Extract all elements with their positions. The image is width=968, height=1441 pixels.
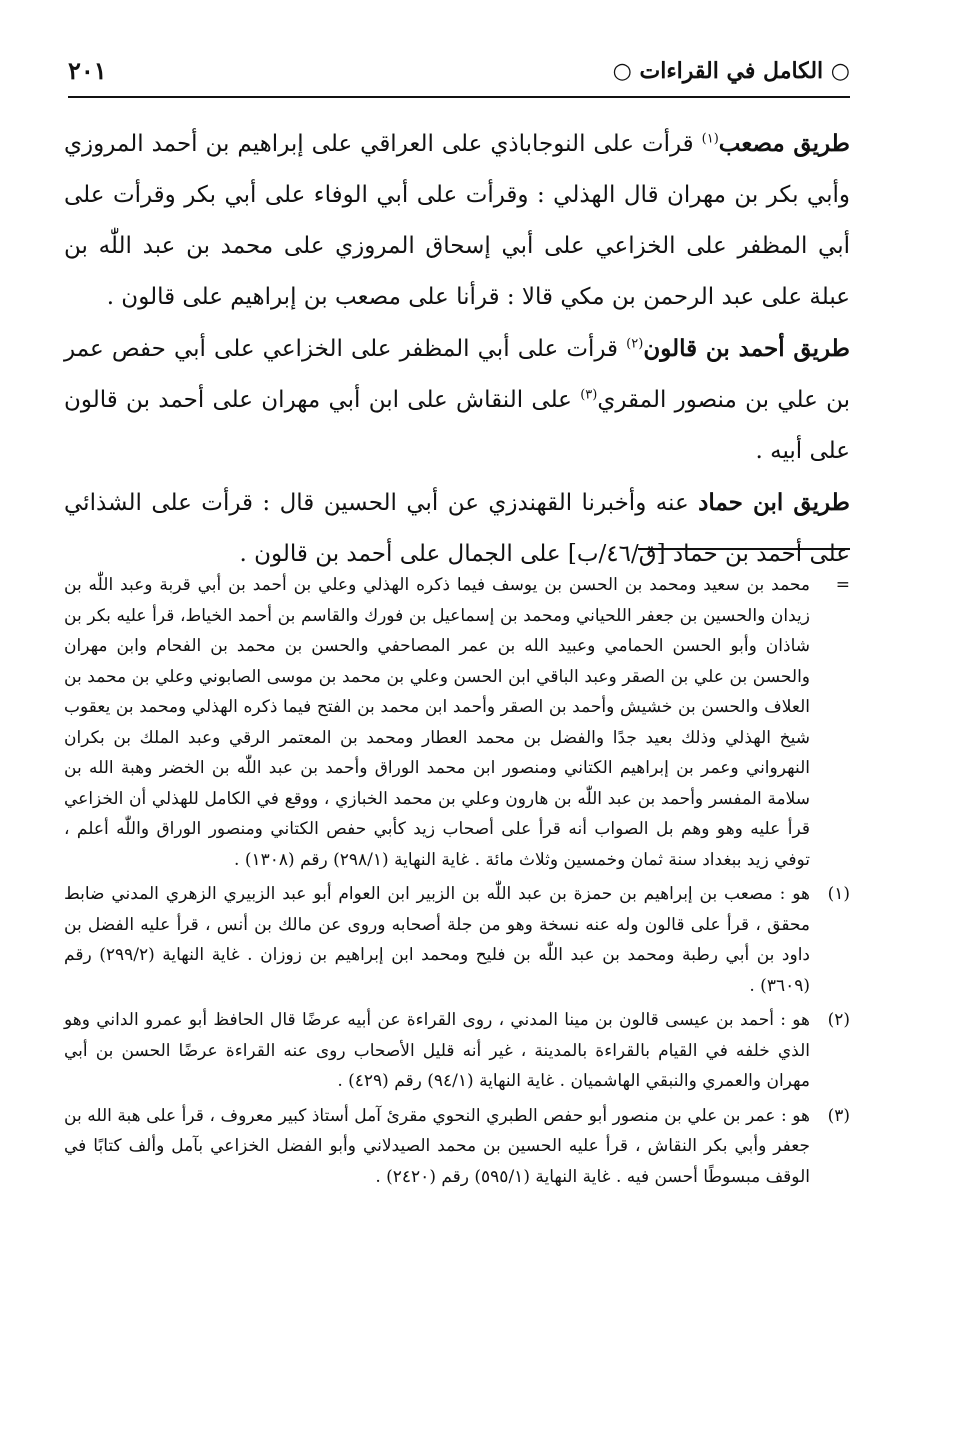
footnote-text: هو : مصعب بن إبراهيم بن حمزة بن عبد اللّٰه بن الزبير ابن العوام أبو عبد الزبيري الزهري المدني ضابط محقق ، قرأ على قالون وله عنه نسخة وهو من جلة أصحابه وروى عن مالك بن أنس ، قرأ عليه الفضل بن داود بن أبي رطبة ومحمد بن عبد اللّٰه بن فليح ومحمد ابن إبراهيم بن زوزان . غاية النهاية (٢٩٩/٢) رقم (٣٦٠٩) . [64, 884, 810, 996]
footnotes [64, 570, 850, 1196]
footnote-2 [64, 1005, 850, 1097]
route-heading: طريق مصعب [718, 130, 850, 157]
paragraph-text: قرأت على أبي المظفر على الخزاعي على أبي حفص عمر بن علي بن منصور المقري [64, 336, 850, 413]
footnote-mark: = [835, 575, 850, 595]
footnote-1 [64, 879, 850, 1001]
footnote-mark: (١) [827, 884, 850, 904]
footnote-3 [64, 1101, 850, 1193]
running-title: ○ الكامل في القراءات ○ [612, 58, 850, 84]
paragraph-musab-route [64, 118, 850, 323]
footnote-text: هو : أحمد بن عيسى قالون بن مينا المدني ، روى القراءة عن أبيه عرضًا قال الحافظ أبو عمرو الداني وهو الذي خلفه في القيام بالقراءة بالمدينة ، غير أنه قليل الأصحاب روى عنه القراءة عرضًا الحسن بن أبي مهران والعمري والنبقي الهاشميان . غاية النهاية (٩٤/١) رقم (٤٢٩) . [64, 1010, 810, 1091]
page-header [68, 52, 850, 98]
footnote-ref: (٢) [626, 336, 644, 352]
footnote-mark: (٢) [827, 1010, 850, 1030]
paragraph-text: عنه وأخبرنا القهندزي عن أبي الحسين قال : قرأت على الشذائي على أحمد بن حماد [ق/٤٦/ب] على الجمال على أحمد بن قالون . [64, 490, 850, 567]
paragraph-text: قرأت على النوجاباذي على العراقي على إبراهيم بن أحمد المروزي وأبي بكر بن مهران قال الهذلي : وقرأت على أبي الوفاء على أبي بكر وقرأت على أبي المظفر على الخزاعي على أبي إسحاق المروزي على محمد بن عبد اللّٰه بن عبلة على عبد الرحمن بن مكي قالا : قرأنا على مصعب بن إبراهيم على قالون . [64, 131, 850, 310]
route-heading: طريق ابن حماد [698, 489, 850, 516]
footnote-mark: (٣) [827, 1105, 850, 1126]
paragraph-ibn-hammad-route [64, 477, 850, 580]
route-heading: طريق أحمد بن قالون [643, 335, 850, 362]
main-text [64, 118, 850, 580]
footnote-text: هو : عمر بن علي بن منصور أبو حفص الطبري النحوي مقرئ آمل أستاذ كبير معروف ، قرأ على هبة الله بن جعفر وأبي بكر النقاش ، قرأ عليه الحسين بن محمد الصيدلاني وأبو الفضل الخزاعي بآمل وألف كتابًا في الوقف مبسوطًا أحسن فيه . غاية النهاية (٥٩٥/١) رقم (٢٤٢٠) . [64, 1105, 810, 1187]
page-number: ٢٠١ [68, 56, 107, 85]
footnote-ref: (٣) [580, 387, 598, 403]
footnote-continuation [64, 570, 850, 875]
paragraph-ahmad-ibn-qalun-route [64, 323, 850, 477]
footnote-text: محمد بن سعيد ومحمد بن الحسن بن يوسف فيما ذكره الهذلي وعلي بن أحمد بن أبي قربة وعبد اللّٰه بن زيدان والحسين بن جعفر اللحياني ومحمد بن إسماعيل بن فورك والقاسم بن أحمد الخياط، قرأ عليه بكر بن شاذان وأبو الحسن الحمامي وعبيد الله بن عمر المصاحفي والحسن بن محمد بن الفحام وابن مهران والحسن بن علي بن الصقر وعبد الباقي ابن الحسن وعلي بن محمد بن موسى الصابوني وعلي بن محمد بن العلاف والحسن بن خشيش وأحمد بن الصقر وأحمد ابن محمد بن الفتح فيما ذكره الهذلي ومحمد بن يعقوب شيخ الهذلي وذلك بعيد جدًا والفضل بن محمد العطار ومحمد بن المعتمر الرقي وعبد الملك بن بكران النهرواني وعمر بن إبراهيم الكتاني ومنصور ابن محمد الوراق وأحمد بن عبد اللّٰه بن الخضر وهبة الله بن سلامة المفسر وأحمد بن عبد اللّٰه بن هارون وعلي بن محمد الخبازي ، ووقع في الكامل للهذلي أن الخزاعي قرأ عليه وهو وهم بل الصواب أنه قرأ على أصحاب زيد كأبي حفص الكتاني ومنصور الوراق واللّٰه أعلم ، توفي زيد ببغداد سنة ثمان وخمسين وثلاث مائة . غاية النهاية (٢٩٨/١) رقم (١٣٠٨) . [64, 575, 810, 870]
footnote-ref: (١) [701, 131, 719, 147]
footnote-separator [638, 548, 850, 550]
paragraph-text: على النقاش على ابن أبي مهران على أحمد بن قالون على أبيه . [64, 387, 850, 464]
